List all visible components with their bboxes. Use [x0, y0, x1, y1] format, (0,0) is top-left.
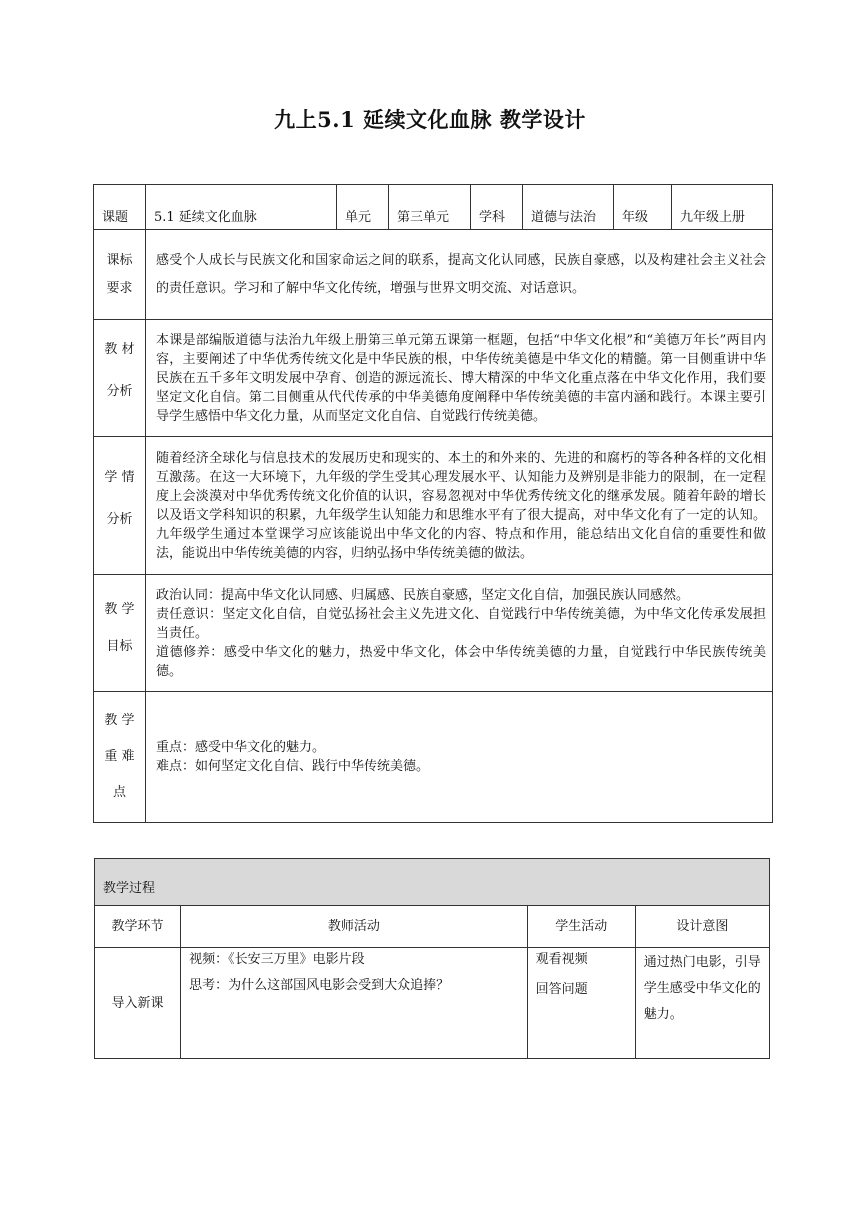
- goals-text: [146, 575, 773, 692]
- col-stage: 教学环节: [95, 906, 181, 948]
- students-text: 随着经济全球化与信息技术的发展历史和现实的、本土的和外来的、先进的和腐朽的等各种各样的文化相互激荡。在这一大环境下，九年级的学生受其心理发展水平、认知能力及辨别是非能力的限制，在一定程度上会淡漠对中华优秀传统文化价值的认识，容易忽视对中华优秀传统文化的继承发展。随着年龄的增长以及语文学科知识的积累，九年级学生认知能力和思维水平有了很大提高，对中华文化有了一定的认知。九年级学生通过本堂课学习应该能说出中华文化的内容、特点和作用，能总结出文化自信的重要性和做法，能说出中华传统美德的内容，归纳弘扬中华传统美德的做法。: [146, 437, 773, 575]
- standard-text: 感受个人成长与民族文化和国家命运之间的联系，提高文化认同感，民族自豪感，以及构建社会主义社会的责任意识。学习和了解中华文化传统，增强与世界文明交流、对话意识。: [146, 230, 773, 320]
- teacher-cell: 视频：《长安三万里》电影片段 思考：为什么这部国风电影会受到大众追捧？: [181, 948, 528, 1059]
- unit-label: 单元: [337, 185, 389, 230]
- focus-item: 重点：感受中华文化的魅力。: [156, 740, 326, 755]
- process-header: 教学过程: [95, 859, 770, 906]
- intent-cell: 通过热门电影，引导学生感受中华文化的魅力。: [635, 948, 769, 1059]
- course-value: 5.1 延续文化血脉: [146, 185, 337, 230]
- page-title: 九上5.1 延续文化血脉 教学设计: [274, 107, 586, 132]
- standard-label: 课标 要求: [94, 230, 146, 320]
- focus-item: 难点：如何坚定文化自信、践行中华传统美德。: [156, 759, 430, 774]
- col-intent: 设计意图: [635, 906, 769, 948]
- goals-label: 教 学 目标: [94, 575, 146, 692]
- subject-label: 学科: [471, 185, 523, 230]
- grade-label: 年级: [614, 185, 672, 230]
- students-label: 学 情 分析: [94, 437, 146, 575]
- course-label: 课题: [94, 185, 146, 230]
- col-teacher: 教师活动: [181, 906, 528, 948]
- student-cell: 观看视频 回答问题: [527, 948, 635, 1059]
- col-student: 学生活动: [527, 906, 635, 948]
- goal-item: 道德修养：感受中华文化的魅力，热爱中华文化，体会中华传统美德的力量，自觉践行中华民族传统美德。: [156, 644, 766, 679]
- material-text: 本课是部编版道德与法治九年级上册第三单元第五课第一框题，包括“中华文化根”和“美德万年长”两目内容，主要阐述了中华优秀传统文化是中华民族的根，中华传统美德是中华文化的精髓。第一目侧重讲中华民族在五千多年文明发展中孕育、创造的源远流长、博大精深的中华文化重点落在中华文化作用，我们要坚定文化自信。第二目侧重从代代传承的中华美德角度阐释中华传统美德的丰富内涵和践行。本课主要引导学生感悟中华文化力量，从而坚定文化自信、自觉践行传统美德。: [146, 320, 773, 437]
- grade-value: 九年级上册: [672, 185, 773, 230]
- goal-item: 责任意识：坚定文化自信，自觉弘扬社会主义先进文化、自觉践行中华传统美德，为中华文化传承发展担当责任。: [156, 606, 766, 641]
- subject-value: 道德与法治: [523, 185, 614, 230]
- focus-text: [146, 692, 773, 823]
- stage-cell: 导入新课: [95, 948, 181, 1059]
- lesson-info-table: [93, 184, 773, 823]
- material-label: 教 材 分析: [94, 320, 146, 437]
- process-table: [94, 858, 770, 1059]
- unit-value: 第三单元: [389, 185, 471, 230]
- goal-item: 政治认同：提高中华文化认同感、归属感、民族自豪感，坚定文化自信，加强民族认同感然。: [156, 587, 690, 603]
- focus-label: 教 学 重 难 点: [94, 692, 146, 823]
